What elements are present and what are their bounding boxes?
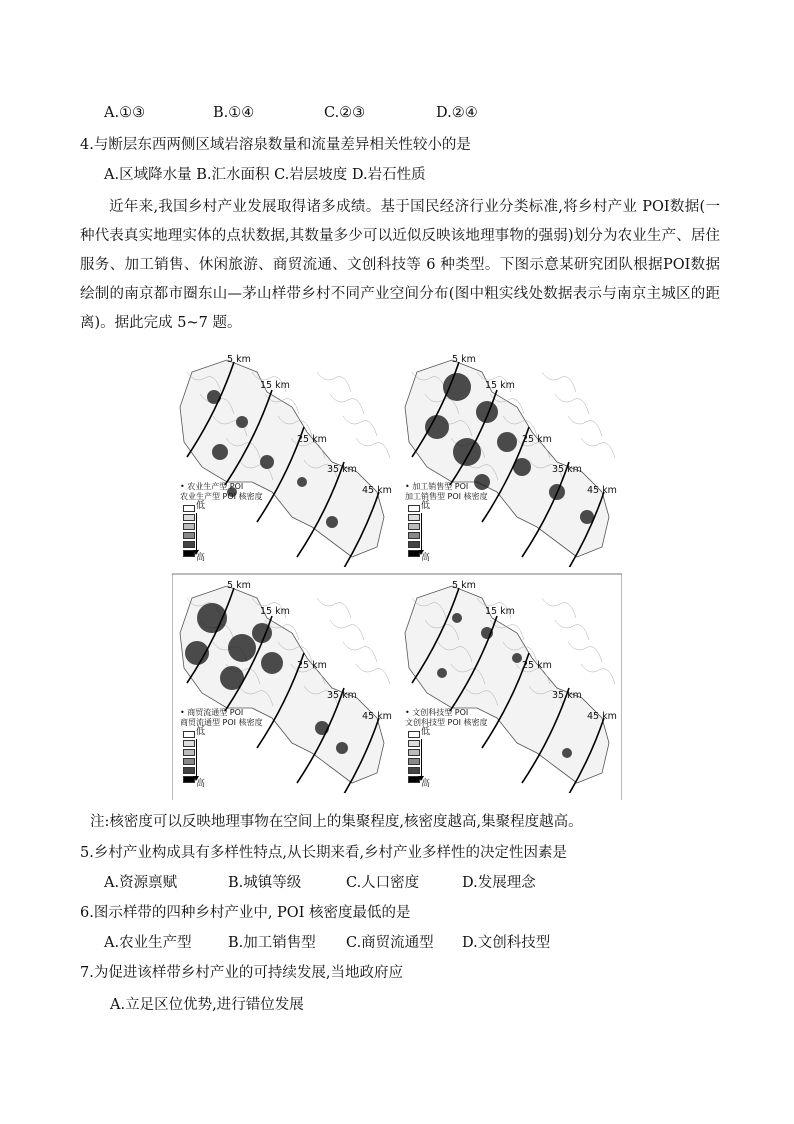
county-boundary: [581, 664, 615, 684]
q4-stem: 4.与断层东西两侧区域岩溶泉数量和流量差异相关性较小的是: [80, 137, 471, 153]
scale-swatch: [408, 541, 420, 548]
option-d: D.岩石性质: [351, 167, 426, 183]
scale-swatch: [183, 767, 195, 774]
option-c: C.岩层坡度: [274, 167, 348, 183]
option-a: A.①③: [104, 105, 146, 121]
scale-low-label: 低: [421, 501, 431, 511]
county-boundary: [343, 416, 377, 436]
option-b: B.汇水面积: [196, 167, 270, 183]
scale-swatch: [408, 740, 420, 747]
passage-text: 近年来,我国乡村产业发展取得诸多成绩。基于国民经济行业分类标准,将乡村产业 POI数据(一种代表真实地理实体的点状数据,其数量多少可以近似反映该地理事物的强弱)划分为农业生产、居住服务、加工销售、休闲旅游、商贸流通、文创科技等 6 种类型。下图示意某研究团队根据POI数据绘制的南京都市圈东山—茅山样带乡村不同产业空间分布(图中粗实线处数据表示与南京主城区的距离)。据此完成 5~7 题。: [80, 199, 720, 331]
legend-density: 文创科技型 POI 核密度: [405, 718, 488, 727]
scale-swatch: [408, 767, 420, 774]
option-b: B.①④: [213, 105, 255, 121]
map-legend: [180, 708, 263, 789]
density-hotspot: [453, 438, 481, 466]
density-hotspot: [212, 444, 228, 460]
q7-stem: 7.为促进该样带乡村产业的可持续发展,当地政府应: [80, 965, 403, 981]
option-a: A.农业生产型: [104, 935, 192, 951]
density-hotspot: [512, 653, 522, 663]
county-boundary: [317, 598, 351, 618]
q7-option-a: A.立足区位优势,进行错位发展: [110, 997, 304, 1013]
option-c: C.商贸流通型: [346, 935, 434, 951]
scale-swatch: [408, 523, 420, 530]
scale-high-label: 高: [196, 779, 206, 789]
distance-label: 15 km: [485, 606, 515, 617]
county-boundary: [317, 372, 351, 392]
option-d: D.文创科技型: [462, 935, 551, 951]
scale-high-label: 高: [196, 553, 206, 563]
scale-swatch: [183, 758, 195, 765]
distance-label: 25 km: [297, 660, 327, 671]
county-boundary: [343, 642, 377, 662]
legend-poi: • 农业生产型 POI: [180, 482, 244, 491]
density-hotspot: [236, 416, 248, 428]
q5-stem: 5.乡村产业构成具有多样性特点,从长期来看,乡村产业多样性的决定性因素是: [80, 845, 568, 861]
passage: [80, 193, 720, 338]
density-scale: [405, 503, 488, 563]
scale-high-label: 高: [421, 553, 431, 563]
distance-label: 25 km: [522, 434, 552, 445]
distance-label: 35 km: [327, 690, 357, 701]
option-c: C.②③: [324, 105, 366, 121]
option-d: D.发展理念: [462, 875, 536, 891]
county-boundary: [555, 620, 589, 640]
county-boundary: [568, 642, 602, 662]
panel-agriculture: [172, 352, 392, 567]
density-scale: [180, 729, 263, 789]
q5-options: [104, 873, 536, 893]
scale-swatch: [408, 731, 420, 738]
panel-commerce: [172, 578, 392, 793]
density-hotspot: [326, 516, 338, 528]
density-hotspot: [452, 613, 462, 623]
distance-label: 15 km: [260, 380, 290, 391]
scale-low-label: 低: [421, 727, 431, 737]
distance-label: 5 km: [452, 580, 476, 591]
county-boundary: [330, 394, 364, 414]
scale-swatch: [183, 749, 195, 756]
density-scale: [180, 503, 263, 563]
density-hotspot: [228, 634, 256, 662]
scale-swatch: [183, 740, 195, 747]
density-hotspot: [497, 432, 517, 452]
county-boundary: [542, 598, 576, 618]
density-hotspot: [336, 742, 348, 754]
density-hotspot: [297, 477, 307, 487]
panel-processing: [397, 352, 617, 567]
scale-swatch: [408, 532, 420, 539]
poi-density-figure: [172, 350, 622, 800]
county-boundary: [356, 438, 390, 458]
distance-label: 45 km: [587, 485, 617, 496]
distance-label: 25 km: [297, 434, 327, 445]
county-boundary: [356, 664, 390, 684]
option-b: B.城镇等级: [228, 875, 302, 891]
scale-high-label: 高: [421, 779, 431, 789]
distance-label: 5 km: [227, 354, 251, 365]
county-boundary: [581, 438, 615, 458]
distance-label: 25 km: [522, 660, 552, 671]
density-hotspot: [261, 652, 283, 674]
q6-stem: 6.图示样带的四种乡村产业中, POI 核密度最低的是: [80, 905, 411, 921]
county-boundary: [330, 620, 364, 640]
scale-swatch: [408, 758, 420, 765]
scale-arrow: [196, 739, 197, 779]
q4-options: [104, 165, 426, 185]
density-scale: [405, 729, 488, 789]
density-hotspot: [443, 373, 471, 401]
density-hotspot: [476, 401, 498, 423]
density-hotspot: [562, 748, 572, 758]
q3-options: [104, 103, 478, 123]
panel-tech: [397, 578, 617, 793]
scale-swatch: [183, 523, 195, 530]
scale-arrow: [421, 513, 422, 553]
density-hotspot: [315, 721, 329, 735]
legend-poi: • 文创科技型 POI: [405, 708, 469, 717]
county-boundary: [542, 372, 576, 392]
figure-note: 注:核密度可以反映地理事物在空间上的集聚程度,核密度越高,集聚程度越高。: [90, 814, 583, 830]
scale-low-label: 低: [196, 501, 206, 511]
map-legend: [405, 708, 488, 789]
distance-label: 45 km: [362, 485, 392, 496]
legend-density: 加工销售型 POI 核密度: [405, 492, 488, 501]
scale-swatch: [183, 532, 195, 539]
legend-poi: • 加工销售型 POI: [405, 482, 469, 491]
scale-swatch: [183, 514, 195, 521]
density-hotspot: [437, 668, 447, 678]
density-hotspot: [260, 455, 274, 469]
county-boundary: [568, 416, 602, 436]
distance-label: 35 km: [552, 690, 582, 701]
legend-density: 农业生产型 POI 核密度: [180, 492, 263, 501]
distance-label: 5 km: [452, 354, 476, 365]
scale-arrow: [196, 513, 197, 553]
scale-swatch: [408, 514, 420, 521]
scale-low-label: 低: [196, 727, 206, 737]
option-a: A.资源禀赋: [104, 875, 178, 891]
legend-density: 商贸流通型 POI 核密度: [180, 718, 263, 727]
option-d: D.②④: [436, 105, 478, 121]
county-boundary: [555, 394, 589, 414]
scale-swatch: [183, 541, 195, 548]
distance-label: 15 km: [260, 606, 290, 617]
distance-label: 45 km: [587, 711, 617, 722]
scale-arrow: [421, 739, 422, 779]
distance-label: 5 km: [227, 580, 251, 591]
scale-swatch: [408, 749, 420, 756]
map-legend: [180, 482, 263, 563]
q6-options: [104, 933, 550, 953]
option-b: B.加工销售型: [228, 935, 316, 951]
distance-label: 15 km: [485, 380, 515, 391]
legend-poi: • 商贸流通型 POI: [180, 708, 244, 717]
distance-label: 45 km: [362, 711, 392, 722]
distance-label: 35 km: [552, 464, 582, 475]
distance-label: 35 km: [327, 464, 357, 475]
option-a: A.区域降水量: [104, 167, 192, 183]
map-legend: [405, 482, 488, 563]
option-c: C.人口密度: [346, 875, 420, 891]
density-hotspot: [207, 390, 221, 404]
scale-swatch: [408, 505, 420, 512]
scale-swatch: [183, 731, 195, 738]
scale-swatch: [183, 505, 195, 512]
density-hotspot: [425, 415, 449, 439]
